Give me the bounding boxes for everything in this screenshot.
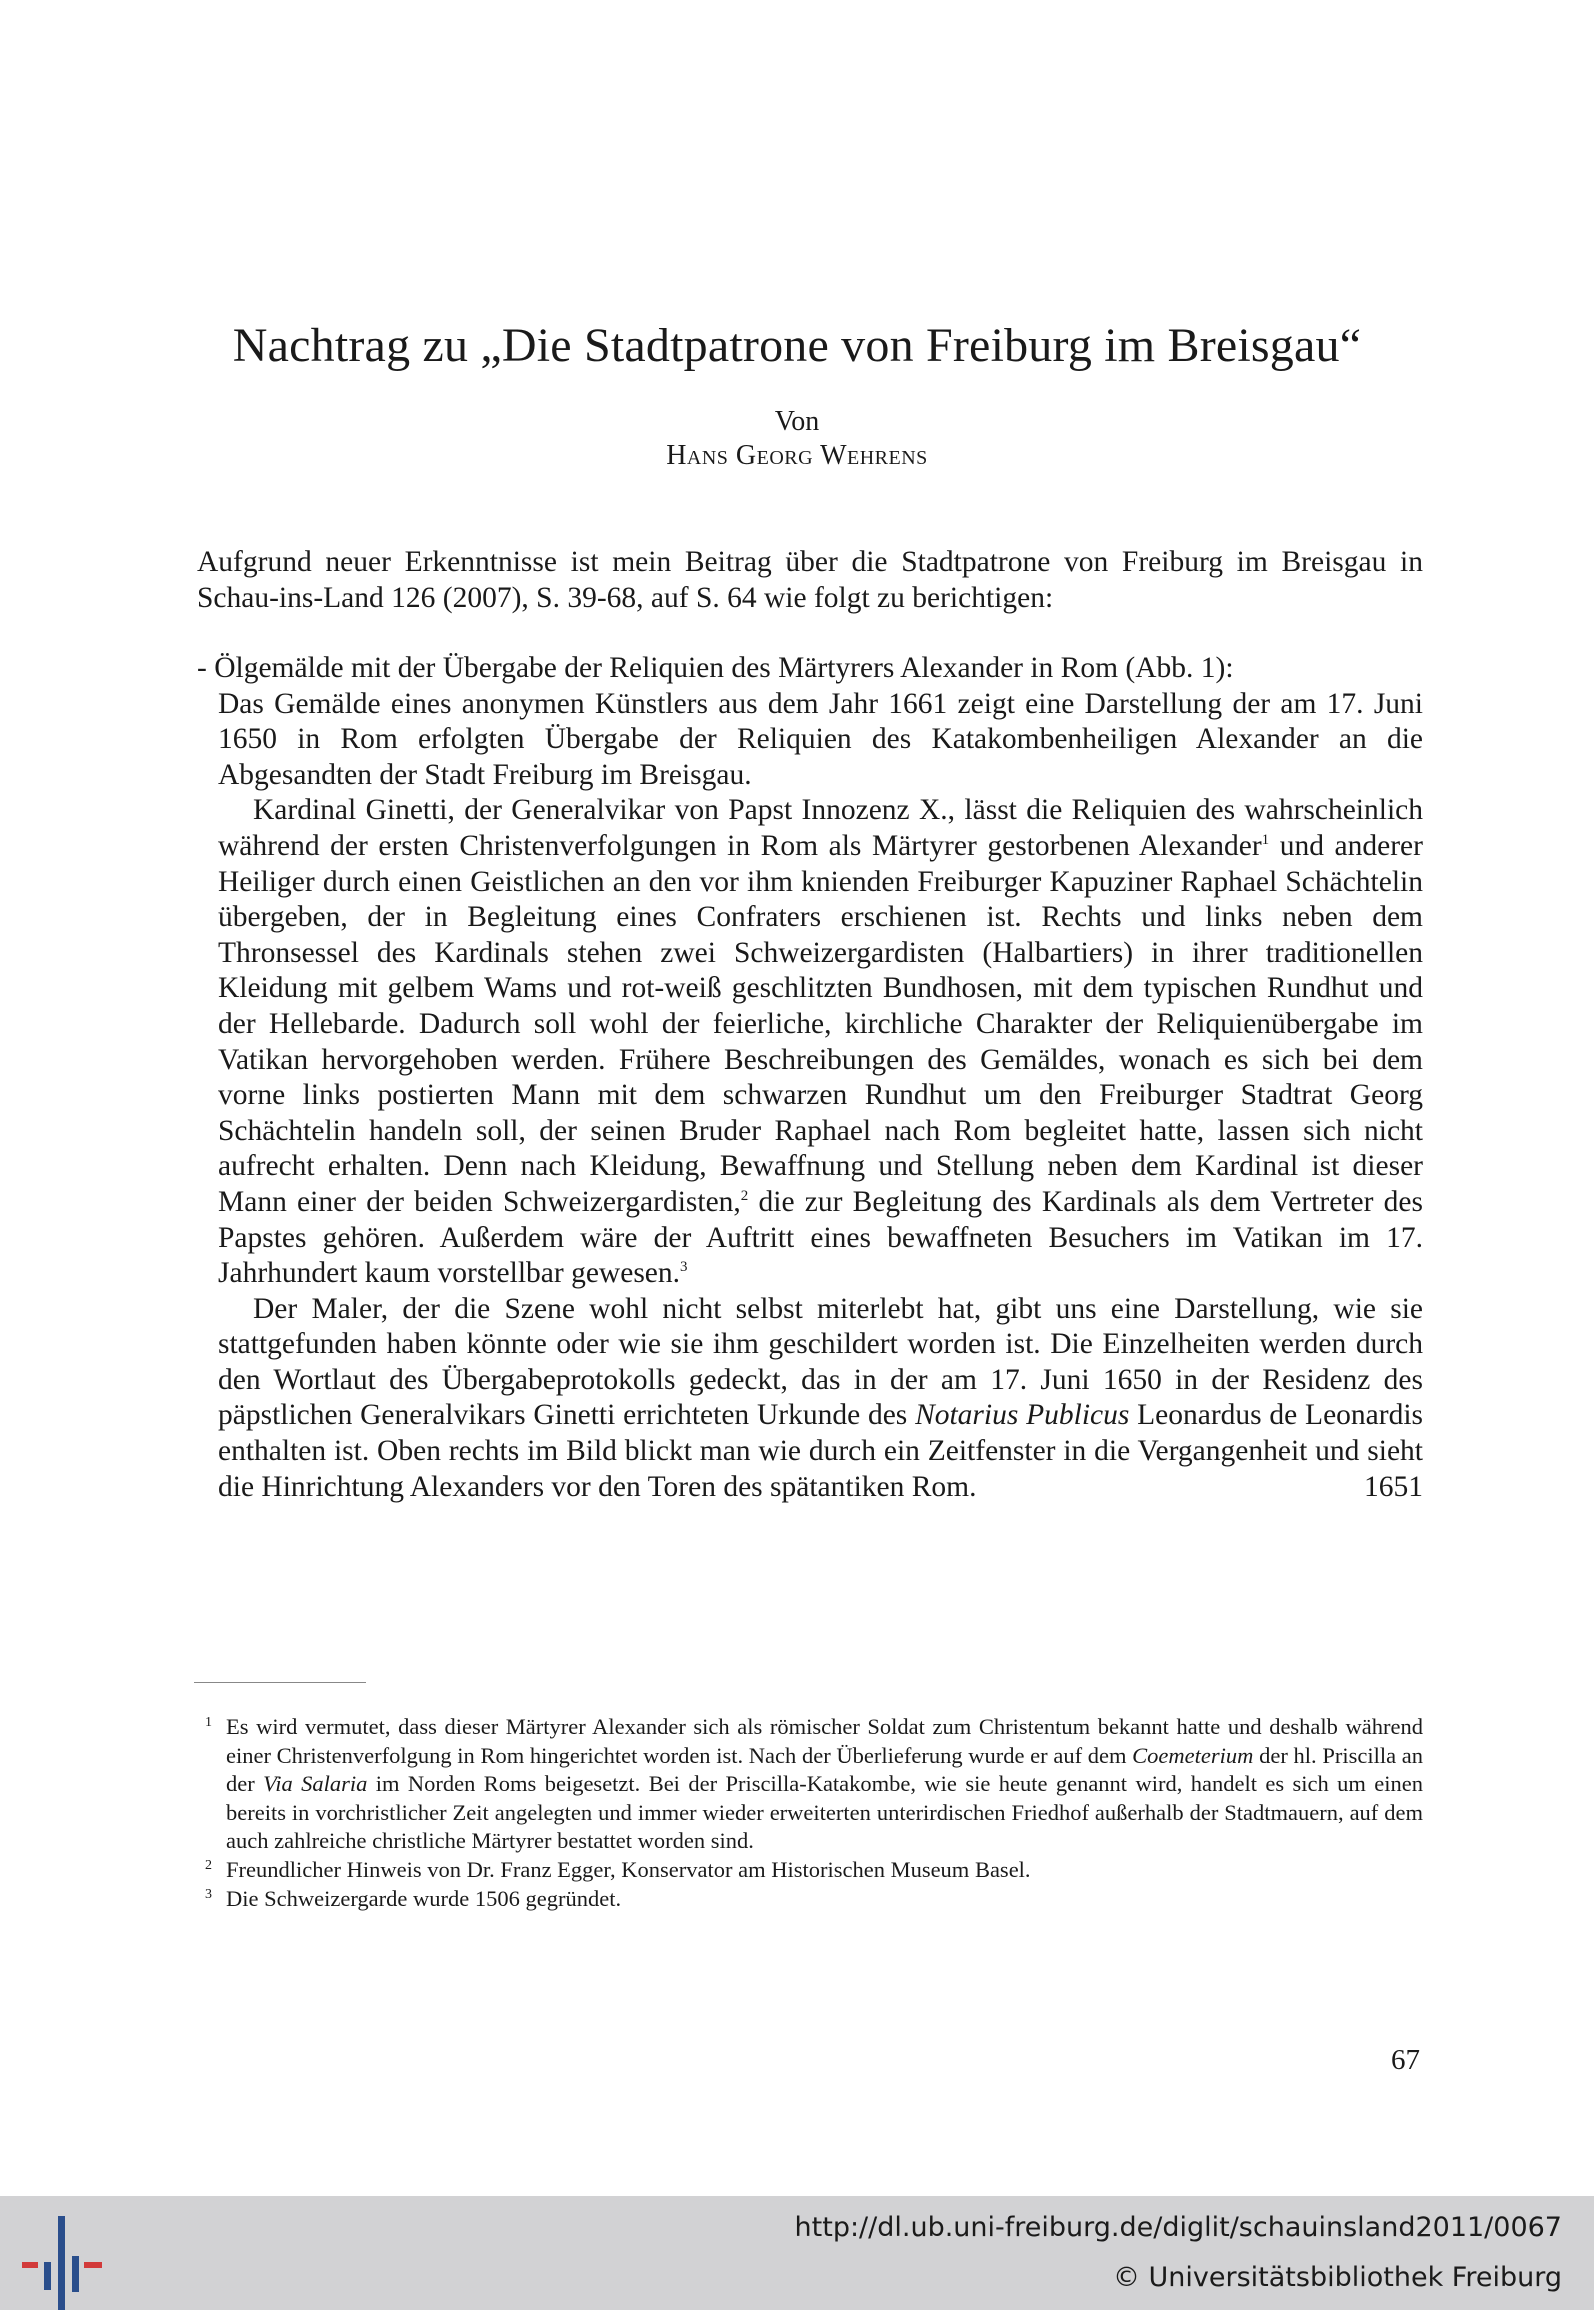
section-body — [197, 687, 1423, 1506]
via-salaria-term: Via Salaria — [263, 1771, 368, 1797]
paragraph-2-part-b: und anderer Heiliger durch einen Geistlichen an den vor ihm knienden Freiburger Kapuziner Raphael Schächtelin übergeben, der in Begleitung eines Confraters erschienen ist. Rechts und links neben dem Thronsessel des Kardinals stehen zwei Schweizergardisten (Halbartiers) in ihrer traditionellen Kleidung mit gelbem Wams und rot-weiß geschlitzten Bundhosen, mit dem typischen Rundhut und der Hellebarde. Dadurch soll wohl der feierliche, kirchliche Charakter der Reliquienübergabe im Vatikan hervorgehoben werden. Frühere Beschreibungen des Gemäldes, wonach es sich bei dem vorne links postierten Mann mit dem schwarzen Rundhut um den Freiburger Stadtrat Georg Schächtelin handeln soll, der seinen Bruder Raphael nach Rom begleitet hatte, lassen sich nicht aufrecht erhalten. Denn nach Kleidung, Bewaffnung und Stellung neben dem Kardinal ist dieser Mann einer der beiden Schweizergardisten, — [218, 829, 1423, 1218]
footnotes — [197, 1713, 1423, 1913]
footnote-number: 3 — [205, 1886, 212, 1902]
footnote-text: der hl. Priscilla an der — [226, 1742, 1423, 1797]
footnote-number: 2 — [205, 1857, 212, 1873]
section-heading: - Ölgemälde mit der Übergabe der Reliquien des Märtyrers Alexander in Rom (Abb. 1): — [197, 652, 1234, 684]
viewer-footer-bar — [0, 2196, 1594, 2310]
footnote-3 — [197, 1885, 1423, 1914]
coemeterium-term: Coemeterium — [1132, 1742, 1254, 1768]
paragraph-3 — [218, 1292, 1423, 1506]
footnote-ref-2[interactable]: 2 — [740, 1188, 749, 1205]
paragraph-1: Das Gemälde eines anonymen Künstlers aus dem Jahr 1661 zeigt eine Darstellung der am 17. Juni 1650 in Rom erfolgten Übergabe der Reliquien des Katakombenheiligen Alexander an die Abgesandten der Stadt Freiburg im Breisgau. — [218, 687, 1423, 791]
author-name: Hans Georg Wehrens — [666, 440, 928, 471]
footnote-text: Die Schweizergarde wurde 1506 gegründet. — [226, 1885, 622, 1911]
footnote-number: 1 — [205, 1715, 212, 1730]
intro-paragraph — [197, 545, 1423, 616]
document-url-link[interactable]: http://dl.ub.uni-freiburg.de/diglit/schauinsland2011/0067 — [794, 2212, 1562, 2243]
byline-von: Von — [774, 406, 820, 437]
ub-freiburg-logo-icon[interactable] — [22, 2216, 102, 2310]
paragraph-2 — [218, 793, 1423, 1291]
intro-text: Aufgrund neuer Erkenntnisse ist mein Beitrag über die Stadtpatrone von Freiburg im Breisgau in Schau-ins-Land 126 (2007), S. 39-68, auf S. 64 wie folgt zu berichtigen: — [197, 546, 1423, 614]
footnote-ref-1[interactable]: 1 — [1261, 832, 1270, 849]
year-reference: 1651 — [1364, 1470, 1423, 1503]
footnote-text: im Norden Roms beigesetzt. Bei der Priscilla-Katakombe, wie sie heute genannt wird, handelt es sich um einen bereits in vorchristlicher Zeit angelegten und immer wieder erweiterten unterirdischen Friedhof außerhalb der Stadtmauern, auf dem auch zahlreiche christliche Märtyrer bestattet worden sind. — [226, 1771, 1423, 1854]
paragraph-2-part-c: die zur Begleitung des Kardinals als dem Vertreter des Papstes gehören. Außerdem wäre der Auftritt eines bewaffneten Besuchers im Vatikan im 17. Jahrhundert kaum vorstellbar gewesen. — [218, 1185, 1423, 1290]
paragraph-2-part-a: Kardinal Ginetti, der Generalvikar von Papst Innozenz X., lässt die Reliquien des wahrscheinlich während der ersten Christenverfolgungen in Rom als Märtyrer gestorbenen Alexander — [218, 794, 1423, 862]
page-number: 67 — [1391, 2044, 1420, 2076]
footnote-text: Es wird vermutet, dass dieser Märtyrer Alexander sich als römischer Soldat zum Christentum bekannt hatte und deshalb während einer Christenverfolgung in Rom hingerichtet worden ist. Nach der Überlieferung wurde er auf dem — [226, 1714, 1423, 1768]
paragraph-3-part-a: Der Maler, der die Szene wohl nicht selbst miterlebt hat, gibt uns eine Darstellung, wie sie stattgefunden haben könnte oder wie sie ihm geschildert worden ist. Die Einzelheiten werden durch den Wortlaut des Übergabeprotokolls gedeckt, das in der am 17. Juni 1650 in der Residenz des päpstlichen Generalvikars Ginetti errichteten Urkunde des — [218, 1292, 1423, 1432]
footnote-2 — [197, 1856, 1423, 1885]
footnote-text: Freundlicher Hinweis von Dr. Franz Egger, Konservator am Historischen Museum Basel. — [226, 1856, 1031, 1882]
footnote-ref-3[interactable]: 3 — [680, 1259, 688, 1276]
copyright-notice: © Universitätsbibliothek Freiburg — [1112, 2262, 1562, 2293]
correction-section — [197, 651, 1423, 1505]
paragraph-3-part-b: Leonardus de Leonardis enthalten ist. Oben rechts im Bild blickt man wie durch ein Zeitfenster in die Vergangenheit und sieht die Hinrichtung Alexanders vor den Toren des spätantiken Rom. — [218, 1399, 1424, 1503]
footnote-divider — [194, 1682, 366, 1683]
article-title: Nachtrag zu „Die Stadtpatrone von Freiburg im Breisgau“ — [232, 319, 1362, 372]
footnote-1 — [197, 1713, 1423, 1856]
notarius-publicus: Notarius Publicus — [915, 1399, 1130, 1432]
